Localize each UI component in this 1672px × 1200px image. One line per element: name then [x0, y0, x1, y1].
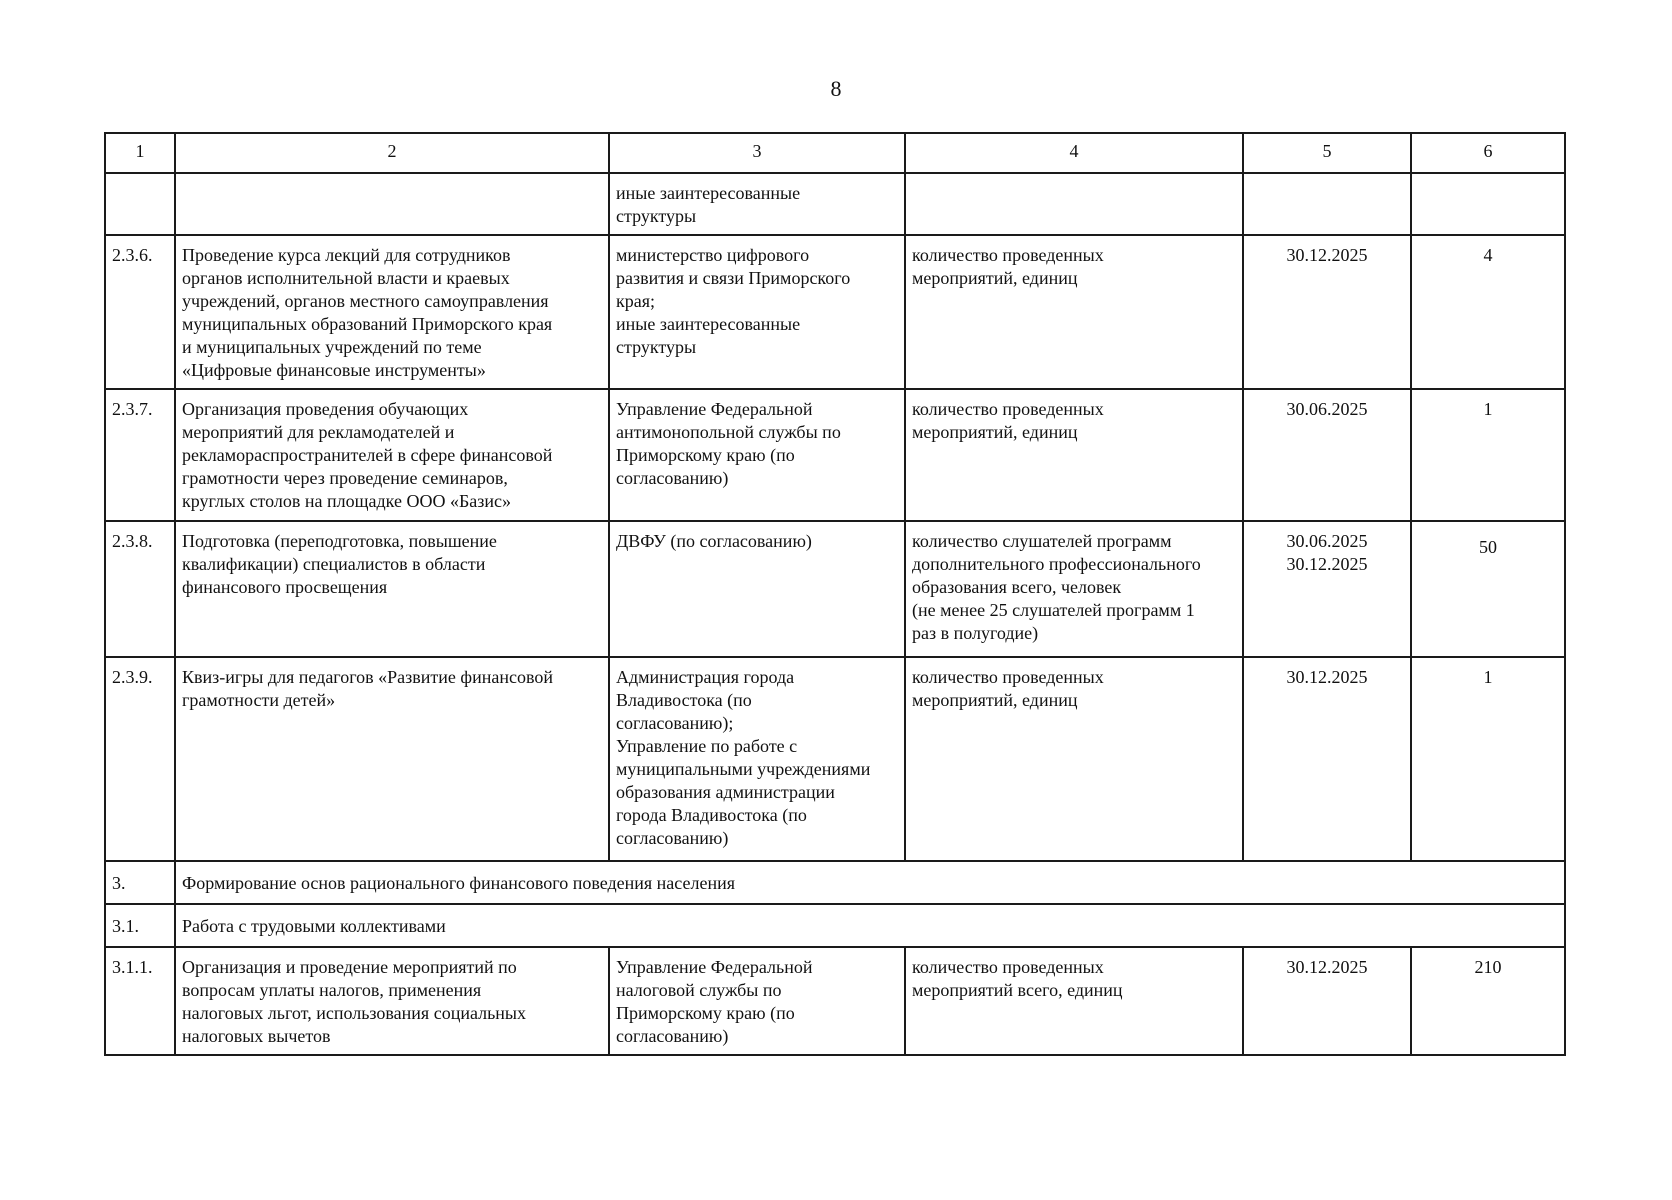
- table-row: [105, 173, 1565, 235]
- table-row: [105, 947, 1565, 1055]
- target-value: 50: [1411, 521, 1565, 657]
- table-row: [105, 657, 1565, 861]
- deadline: 30.06.2025 30.12.2025: [1243, 521, 1411, 657]
- row-number: 2.3.7.: [105, 389, 175, 521]
- measure-name: Организация и проведение мероприятий по вопросам уплаты налогов, применения налоговых льгот, использования социальных налоговых вычетов: [175, 947, 609, 1055]
- target-value: 1: [1411, 389, 1565, 521]
- executor: Управление Федеральной налоговой службы по Приморскому краю (по согласованию): [609, 947, 905, 1055]
- column-header: 2: [175, 133, 609, 173]
- executor: Администрация города Владивостока (по согласованию); Управление по работе с муниципальными учреждениями образования администрации города Владивостока (по согласованию): [609, 657, 905, 861]
- column-header: 4: [905, 133, 1243, 173]
- row-number: 2.3.6.: [105, 235, 175, 389]
- section-row: [105, 904, 1565, 947]
- deadline: 30.06.2025: [1243, 389, 1411, 521]
- page-number: 8: [830, 76, 842, 101]
- column-header: 5: [1243, 133, 1411, 173]
- indicator: количество проведенных мероприятий, единиц: [905, 235, 1243, 389]
- executor: Управление Федеральной антимонопольной службы по Приморскому краю (по согласованию): [609, 389, 905, 521]
- executor: иные заинтересованные структуры: [609, 173, 905, 235]
- section-number: 3.: [105, 861, 175, 904]
- table-row: [105, 389, 1565, 521]
- section-number: 3.1.: [105, 904, 175, 947]
- section-row: [105, 861, 1565, 904]
- indicator: [905, 173, 1243, 235]
- column-header: 1: [105, 133, 175, 173]
- section-title: Работа с трудовыми коллективами: [175, 904, 1565, 947]
- measure-name: Квиз-игры для педагогов «Развитие финансовой грамотности детей»: [175, 657, 609, 861]
- target-value: 210: [1411, 947, 1565, 1055]
- row-number: 3.1.1.: [105, 947, 175, 1055]
- indicator: количество проведенных мероприятий, единиц: [905, 389, 1243, 521]
- table-row: [105, 521, 1565, 657]
- row-number: [105, 173, 175, 235]
- deadline: 30.12.2025: [1243, 947, 1411, 1055]
- measure-name: [175, 173, 609, 235]
- column-header: 3: [609, 133, 905, 173]
- row-number: 2.3.9.: [105, 657, 175, 861]
- indicator: количество проведенных мероприятий, единиц: [905, 657, 1243, 861]
- target-value: [1411, 173, 1565, 235]
- executor: ДВФУ (по согласованию): [609, 521, 905, 657]
- section-title: Формирование основ рационального финансового поведения населения: [175, 861, 1565, 904]
- indicator: количество проведенных мероприятий всего, единиц: [905, 947, 1243, 1055]
- target-value: 4: [1411, 235, 1565, 389]
- deadline: 30.12.2025: [1243, 657, 1411, 861]
- table-row: [105, 235, 1565, 389]
- deadline: 30.12.2025: [1243, 235, 1411, 389]
- indicator: количество слушателей программ дополнительного профессионального образования всего, человек (не менее 25 слушателей программ 1 раз в полугодие): [905, 521, 1243, 657]
- measure-name: Подготовка (переподготовка, повышение квалификации) специалистов в области финансового просвещения: [175, 521, 609, 657]
- measure-name: Проведение курса лекций для сотрудников органов исполнительной власти и краевых учреждений, органов местного самоуправления муниципальных образований Приморского края и муниципальных учреждений по теме «Цифровые финансовые инструменты»: [175, 235, 609, 389]
- plan-table: [104, 132, 1566, 1056]
- column-number-row: [105, 133, 1565, 173]
- target-value: 1: [1411, 657, 1565, 861]
- measure-name: Организация проведения обучающих мероприятий для рекламодателей и рекламораспространителей в сфере финансовой грамотности через проведение семинаров, круглых столов на площадке ООО «Базис»: [175, 389, 609, 521]
- deadline: [1243, 173, 1411, 235]
- column-header: 6: [1411, 133, 1565, 173]
- row-number: 2.3.8.: [105, 521, 175, 657]
- executor: министерство цифрового развития и связи Приморского края; иные заинтересованные структуры: [609, 235, 905, 389]
